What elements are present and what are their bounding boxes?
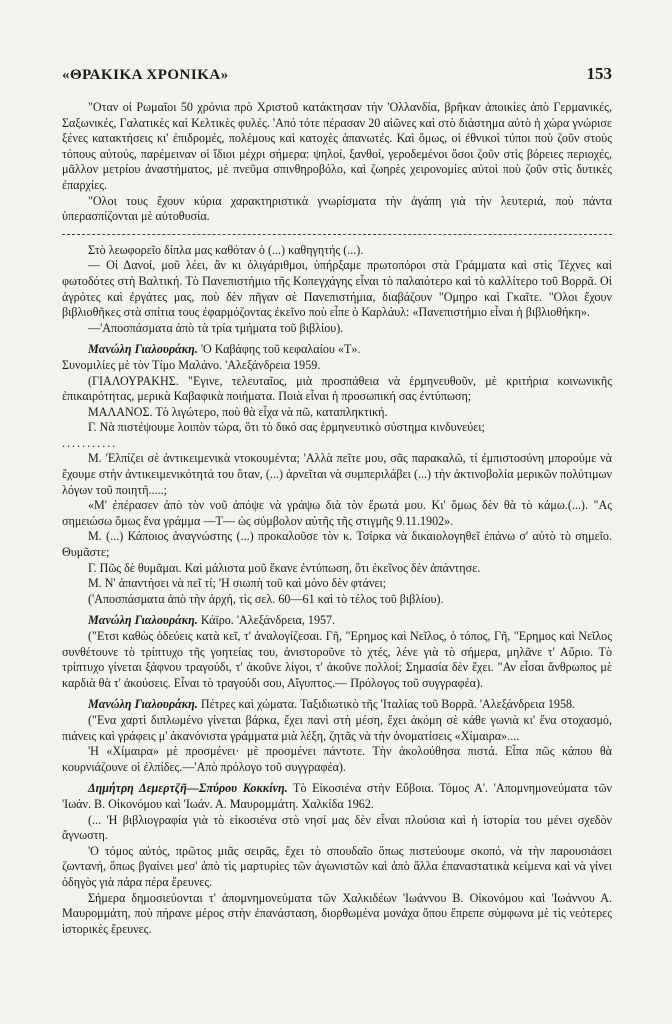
paragraph: 'Ο τόμος αὐτός, πρῶτος μιᾶς σειρᾶς, ἔχει τὸ σπουδαῖο ὅπως πιστεύουμε σκοπό, νὰ τὴν παρουσιάσει ζωντανή, ὅπως βγαίνει μεσ' ἀπὸ τὶς μαρτυρίες τῶν ἀγωνιστῶν καὶ ἀπὸ ἄλλα ἐπαναστατικὰ κείμενα καὶ νὰ γίνει ὁδηγὸς γιὰ πάρα πέρα ἔρευνες. <box>62 843 612 889</box>
paragraph: (... 'Η βιβλιογραφία γιὰ τὸ εἰκοσιένα στὸ νησί μας δὲν εἶναι πλούσια καὶ ἡ ἱστορία του μένει σχεδὸν ἄγνωστη. <box>62 812 612 843</box>
separator-line <box>62 234 612 236</box>
entry-author: Δημήτρη Δεμερτζῆ—Σπύρου Κοκκίνη. <box>88 781 288 796</box>
page-header <box>62 64 612 84</box>
paragraph: ΜΑΛΑΝΟΣ. Τὸ λιγώτερο, ποὺ θὰ εἶχα νὰ πῶ, καταπληκτική. <box>88 404 388 419</box>
entry-title: Τὸ Εἰκοσιένα στὴν Εὔβοια. Τόμος Α'. 'Απομνημονεύματα τῶν 'Ιωάν. Β. Οἰκονόμου καὶ 'Ιωάν. Α. Μαυρομμάτη. Χαλκίδα 1962. <box>62 781 612 811</box>
paragraph: Μ. Ν' ἀπαντήσει νὰ πεῖ τί; 'Η σιωπὴ τοῦ καὶ μόνο δὲν φτάνει; <box>88 576 387 591</box>
paragraph: ("Ετσι καθὼς ὁδεύεις κατὰ κεῖ, τ' ἀναλογίζεσαι. Γῆ, "Ερημος καὶ Νεῖλος, ὁ τόπος, Γῆ, "Ερημος καὶ Νεῖλος συνθέτουνε τὸ τρίπτυχο τῆς γοητείας του, ἀνιστοροῦνε τὸ χτές, λένε γιὰ τὸ σήμερα, μηλᾶνε τ' Αὔριο. Τὸ τρίπτυχο γίνεται ξάφνου τραγούδι, τ' ἀκοῦνε λίγοι, τ' ἀκοῦνε πολλοί; Σημασία δὲν ἔχει. "Αν εἶσαι ἄνθρωπος μὲ καρδιὰ θὰ τ' ἀκούσεις. Εἶναι τὸ τραγούδι σου, Αἴγυπτος.— Πρόλογος τοῦ συγγραφέα). <box>62 629 612 690</box>
paragraph: ('Αποσπάσματα ἀπὸ τὴν ἀρχή, τὶς σελ. 60—61 καὶ τὸ τέλος τοῦ βιβλίου). <box>88 591 444 606</box>
paragraph: —'Αποσπάσματα ἀπὸ τὰ τρία τμήματα τοῦ βιβλίου). <box>88 320 344 335</box>
paragraph: Γ. Νὰ πιστέψουμε λοιπὸν τώρα, ὅτι τὸ δικό σας ἑρμηνευτικὸ σύστημα κινδυνεύει; <box>88 420 485 435</box>
paragraph: ("Ενα χαρτὶ διπλωμένο γίνεται βάρκα, ἔχει πανὶ στὴ μέση, ἔχει ἀκόμη σὲ κάθε γωνιὰ κι' ἕνα στοχασμό, πιάνεις καὶ γράφεις μ' ἀκανόνιστα γράμματα μιὰ λέξη, ζητᾶς νὰ τὴν ὀνοματίσεις «Χίμαιρα».... <box>62 712 612 743</box>
ellipsis-line: ........... <box>62 435 118 450</box>
paragraph: «Μ' ἐπέρασεν ἀπὸ τὸν νοῦ ἀπόψε νὰ γράψω διὰ τὸν ἔρωτά μου. Κι' ὅμως δὲν θὰ τὸ κάμω.(...). "Ας σημειώσω ὅμως ἕνα γράμμα —Τ— ὡς σύμβολον αὐτῆς τῆς στιγμῆς 9.11.1902». <box>62 498 612 528</box>
paragraph: — Οἱ Δανοί, μοῦ λέει, ἂν κι ὀλιγάριθμοι, ὑπήρξαμε πρωτοπόροι στὰ Γράμματα καὶ στὶς Τέχνες καὶ φωτοδότες στὴ Βαλτική. Τὸ Πανεπιστήμιο τῆς Κοπεγχάγης εἶναι τὸ παλαιότερο καὶ τὸ καλλίτερο τοῦ Βορρᾶ. Οἱ ἀγρότες καὶ ἐργάτες μας, ποὺ δὲν πῆγαν σὲ Πανεπιστήμια, διαβάζουν "Ομηρο καὶ Γκαῖτε. "Ολοι ἔχουν βιβλιοθῆκες στὰ σπίτια τους ἐφαρμόζοντας ἐκεῖνο ποὺ εἶπε ὁ Καρλάυλ: «Πανεπιστήμιο εἶναι ἡ βιβλιοθήκη». <box>62 258 612 320</box>
entry-author: Μανώλη Γιαλουράκη. <box>88 613 198 628</box>
paragraph: Μ. 'Ελπίζει σὲ ἀντικειμενικὰ ντοκουμέντα; 'Αλλὰ πεῖτε μου, σᾶς παρακαλῶ, τί ἐμπιστοσύνη μπορούμε νὰ ἔχουμε στὴν ἀντικειμενικότητά του ὅταν, (...) ἀρνεῖται νὰ συμπεριλάβει (...) τὴν ἀκτινοβολία μερικῶν πολύτιμων λόγων τοῦ ποιητῆ.....; <box>62 451 612 497</box>
paragraph: Σήμερα δημοσιεύονται τ' ἀπομνημονεύματα τῶν Χαλκιδέων 'Ιωάννου Β. Οἰκονόμου καὶ 'Ιωάννου Α. Μαυρομμάτη, ποὺ πήρανε μέρος στὴν ἐπανάσταση, διορθωμένα μονάχα ὅπου ἔπρεπε σύμφωνα μὲ τὶς νεότερες ἱστορικὲς ἔρευνες. <box>62 890 612 936</box>
entry-title: 'Ο Καβάφης τοῦ κεφαλαίου «Τ». <box>197 342 361 357</box>
entry-title: Πέτρες καὶ χώματα. Ταξιδιωτικὸ τῆς 'Ιταλίας τοῦ Βορρᾶ. 'Αλεξάνδρεια 1958. <box>197 697 576 712</box>
paragraph: Στὸ λεωφορεῖο δίπλα μας καθόταν ὁ (...) καθηγητής (...). <box>88 242 364 257</box>
paragraph: 'Η «Χίμαιρα» μὲ προσμένει· μὲ προσμένει πάντοτε. Τὴν ἀκολούθησα πιστά. Εἶπα πῶς κάπου θὰ κουρνιάζουνε οἱ ἐλπίδες.—'Απὸ πρόλογο τοῦ συγγραφέα). <box>62 744 612 774</box>
bibliography-entry <box>62 613 612 629</box>
bibliography-entry <box>62 781 612 812</box>
paragraph: Μ. (...) Κάποιος ἀναγνώστης (...) προκαλοῦσε τὸν κ. Τσίρκα νὰ δικαιολογηθεῖ ἐπάνω σ' αὐτὸ τὸ σημεῖο. Θυμᾶστε; <box>62 529 612 560</box>
page-body <box>62 100 612 937</box>
page-number: 153 <box>586 64 612 83</box>
paragraph: "Οταν οἱ Ρωμαῖοι 50 χρόνια πρὸ Χριστοῦ κατάκτησαν τὴν 'Ολλανδία, βρῆκαν ἀποικίες ἀπὸ Γερμανικές, Σαξωνικές, Γαλατικὲς καὶ Κελτικὲς φυλές. 'Από τότε πέρασαν 20 αἰῶνες καὶ στὸ διάστημα αὐτὸ ἡ χώρα γνώρισε ξένες κατακτήσεις κι' ἐπιδρομές, πολέμους καὶ κατοχὲς ἁπανωτές. Καὶ ὅμως, οἱ ἐθνικοὶ τύποι ποὺ ζοῦν στοὺς τόπους αὐτούς, παρέμειναν οἱ ἴδιοι μέχρι σήμερα: ψηλοί, ξανθοί, γεροδεμένοι ὅσοι ζοῦν στὶς βόρειες περιοχές, μᾶλλον μετρίου ἀναστήματος, μὲ πνεῦμα σπινθηροβόλο, καὶ ζωηρὲς χειρονομίες αὐτοὶ ποὺ ζοῦν στὶς δυτικὲς ἐπαρχίες. <box>62 100 612 192</box>
paragraph: (ΓΙΑΛΟΥΡΑΚΗΣ. "Εγινε, τελευταῖος, μιὰ προσπάθεια νὰ ἑρμηνευθοῦν, μὲ κριτήρια κοινωνικῆς ἐπικαιρότητας, μερικὰ Καβαφικὰ ποιήματα. Ποιὰ εἶναι ἡ προσωπική σας ἐντύπωση; <box>62 373 612 404</box>
entry-title: Κάϊρο. 'Αλεξάνδρεια, 1957. <box>197 613 336 628</box>
entry-author: Μανώλη Γιαλουράκη. <box>88 697 198 712</box>
entry-subtitle: Συνομιλίες μὲ τὸν Τίμο Μαλάνο. 'Αλεξάνδρεια 1959. <box>62 357 321 372</box>
bibliography-entry <box>62 697 612 713</box>
entry-author: Μανώλη Γιαλουράκη. <box>88 342 198 357</box>
bibliography-entry <box>62 342 612 358</box>
paragraph: Γ. Πῶς δὲ θυμᾶμαι. Καὶ μάλιστα μοῦ ἔκανε ἐντύπωση, ὅτι ἐκεῖνος δὲν ἀπάντησε. <box>88 560 481 575</box>
paragraph: "Ολοι τους ἔχουν κύρια χαρακτηριστικὰ γνωρίσματα τὴν ἀγάπη γιὰ τὴν λευτεριά, ποὺ πάντα ὑπερασπίζονται μὲ αὐτοθυσία. <box>62 193 612 224</box>
running-head: «ΘΡΑΚΙΚΑ ΧΡΟΝΙΚΑ» <box>62 67 229 83</box>
